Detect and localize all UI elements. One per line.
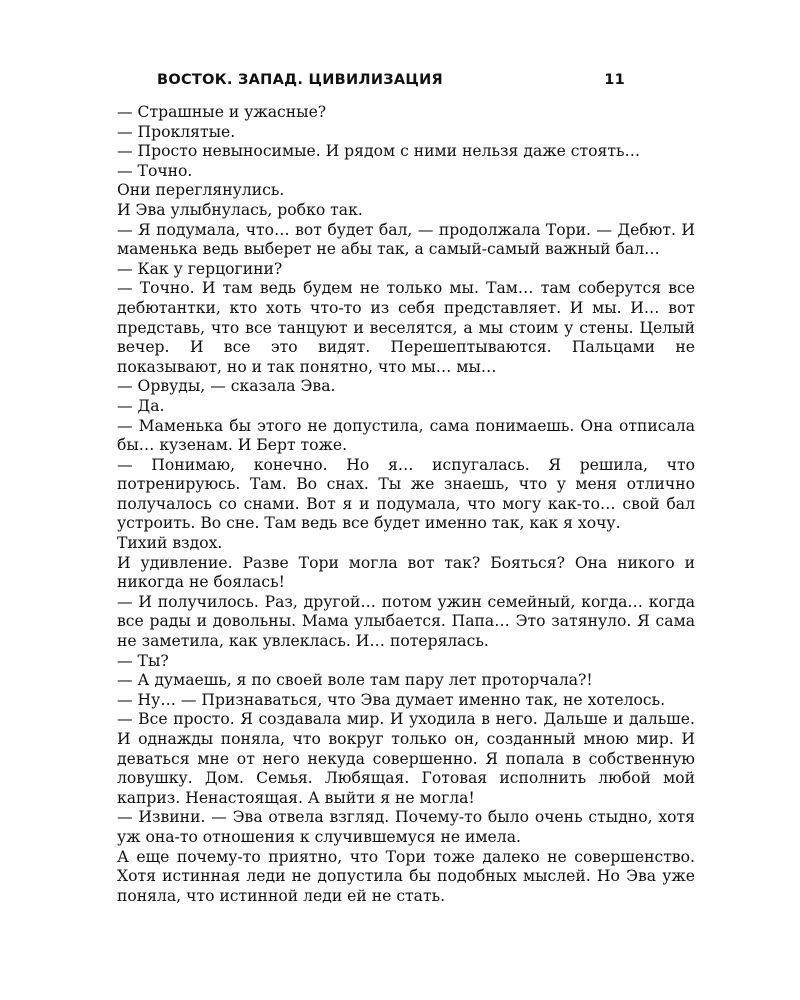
paragraph: Они переглянулись. [117,181,285,200]
paragraph: Тихий вздох. [117,534,223,553]
paragraph: — Просто невыносимые. И рядом с ними нельзя даже стоять… [117,142,641,161]
running-head [117,72,625,92]
paragraph: — Точно. И там ведь будем не только мы. Там… там соберутся все дебютантки, кто хоть что-то из себя представляет. И мы. И… вот представь, что все танцуют и веселятся, а мы стоим у стены. Целый вечер. И все это видят. Перешептываются. Пальцами не показывают, но и так понятно, что мы… мы… [117,279,695,376]
paragraph: И Эва улыбнулась, робко так. [117,200,363,219]
paragraph: — Ты? [117,651,169,670]
paragraph: — И получилось. Раз, другой… потом ужин семейный, когда… когда все рады и довольны. Мама улыбается. Папа… Это затянуло. Я сама не заметила, как увлеклась. И… потерялась. [117,592,695,651]
paragraph: — Понимаю, конечно. Но я… испугалась. Я решила, что потренируюсь. Там. Во снах. Ты же знаешь, что у меня отлично получалось со снами. Вот я и подумала, что могу как-то… свой бал устроить. Во сне. Там ведь все будет именно так, как я хочу. [117,455,695,533]
paragraph: — А думаешь, я по своей воле там пару лет проторчала?! [117,671,593,690]
paragraph: И удивление. Разве Тори могла вот так? Бояться? Она никого и никогда не боялась! [117,553,695,592]
paragraph: — Орвуды, — сказала Эва. [117,377,336,396]
running-head-title: ВОСТОК. ЗАПАД. ЦИВИЛИЗАЦИЯ [157,72,444,88]
paragraph: А еще почему-то приятно, что Тори тоже далеко не совершенство. Хотя истинная леди не допустила бы подобных мыслей. Но Эва уже поняла, что истинной леди ей не стать. [117,847,695,905]
paragraph: — Точно. [117,161,193,180]
paragraph: — Я подумала, что… вот будет бал, — продолжала Тори. — Дебют. И маменька ведь выберет не абы так, а самый-самый важный бал… [117,220,695,259]
paragraph: — Все просто. Я создавала мир. И уходила в него. Дальше и дальше. И однажды поняла, что вокруг только он, созданный мною мир. И деваться мне от него некуда совершенно. Я попала в собственную ловушку. Дом. Семья. Любящая. Готовая исполнить любой мой каприз. Ненастоящая. А выйти я не могла! [117,710,695,807]
paragraph: — Да. [117,396,165,415]
paragraph: — Ну… — Признаваться, что Эва думает именно так, не хотелось. [117,690,666,709]
paragraph: — Маменька бы этого не допустила, сама понимаешь. Она отписала бы… кузенам. И Берт тоже. [117,416,695,455]
paragraph: — Как у герцогини? [117,259,283,278]
paragraph: — Проклятые. [117,122,236,141]
paragraph: — Извини. — Эва отвела взгляд. Почему-то было очень стыдно, хотя уж она-то отношения к случившемуся не имела. [117,808,695,846]
body-text [117,103,695,906]
page-number: 11 [604,72,625,88]
paragraph: — Страшные и ужасные? [117,103,327,121]
